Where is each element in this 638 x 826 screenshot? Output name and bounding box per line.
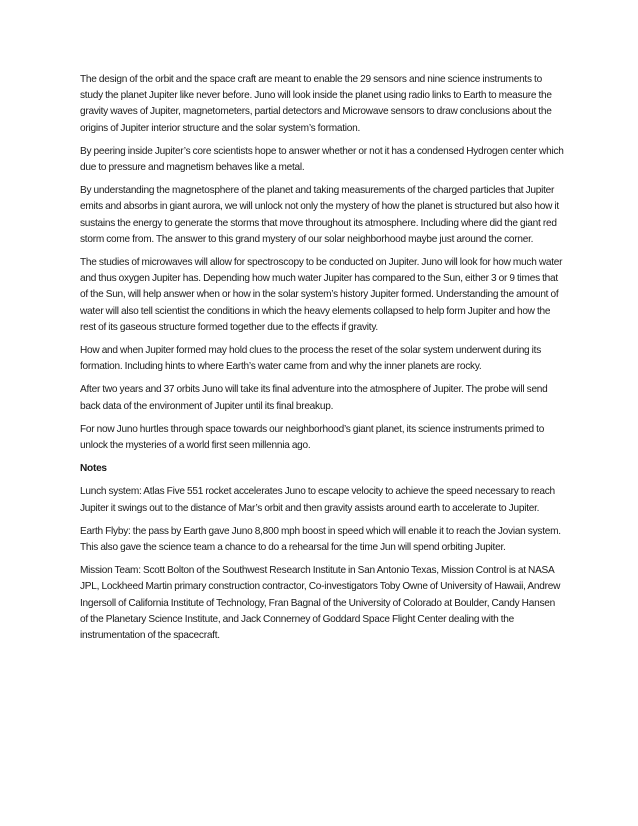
note-launch-system: Lunch system: Atlas Five 551 rocket accelerates Juno to escape velocity to achieve the speed necessary to reach Jupiter it swings out to the distance of Mar’s orbit and then gravity assists around earth to accelerate to Jupiter. xyxy=(80,486,555,514)
body-paragraph-core: By peering inside Jupiter’s core scientists hope to answer whether or not it has a condensed Hydrogen center which due to pressure and magnetism behaves like a metal. xyxy=(80,145,564,174)
notes-heading: Notes xyxy=(80,463,107,475)
document-page xyxy=(80,72,564,651)
body-paragraph-formation: How and when Jupiter formed may hold clues to the process the reset of the solar system underwent during its formation. Including hints to where Earth’s water came from and why the inner planets are rocky. xyxy=(80,345,542,373)
body-paragraph-orbit-design: The design of the orbit and the space craft are meant to enable the 29 sensors and nine science instruments to study the planet Jupiter like never before. Juno will look inside the planet using radio links to Earth to measure the gravity waves of Jupiter, magnetometers, partial detectors and Microwave sensors to draw conclusions about the origins of Jupiter interior structure and the solar system’s formation. xyxy=(80,74,552,134)
body-paragraph-microwaves: The studies of microwaves will allow for spectroscopy to be conducted on Jupiter. Juno will look for how much water and thus oxygen Jupiter has. Depending how much water Jupiter has compared to the Sun, either 3 or 9 times that of the Sun, will help answer when or how in the solar system’s history Jupiter formed. Understanding the amount of water will also tell scientist the conditions in which the heavy elements collapsed to help form Jupiter and how the rest of its gaseous structure formed together due to the effects if gravity. xyxy=(80,257,563,333)
note-earth-flyby: Earth Flyby: the pass by Earth gave Juno 8,800 mph boost in speed which will enable it to reach the Jovian system. This also gave the science team a chance to do a rehearsal for the time Jun will spend orbiting Jupiter. xyxy=(80,525,561,554)
note-mission-team: Mission Team: Scott Bolton of the Southwest Research Institute in San Antonio Texas, Mission Control is at NASA JPL, Lockheed Martin primary construction contractor, Co-investigators Toby Owne of University of Hawaii, Andrew Ingersoll of California Institute of Technology, Fran Bagnal of the University of Colorado at Boulder, Candy Hansen of the Planetary Science Institute, and Jack Connerney of Goddard Space Flight Center dealing with the instrumentation of the spacecraft. xyxy=(80,565,561,642)
body-paragraph-magnetosphere: By understanding the magnetosphere of the planet and taking measurements of the charged particles that Jupiter emits and absorbs in giant aurora, we will unlock not only the mystery of how the planet is structured but also how it sustains the energy to generate the storms that move throughout its atmosphere. Including where did the giant red storm come from. The answer to this grand mystery of our solar neighborhood maybe just around the corner. xyxy=(80,185,559,245)
body-paragraph-conclusion: For now Juno hurtles through space towards our neighborhood’s giant planet, its science instruments primed to unlock the mysteries of a world first seen millennia ago. xyxy=(80,423,545,452)
body-paragraph-final-orbits: After two years and 37 orbits Juno will take its final adventure into the atmosphere of Jupiter. The probe will send back data of the environment of Jupiter until its final breakup. xyxy=(80,384,548,412)
